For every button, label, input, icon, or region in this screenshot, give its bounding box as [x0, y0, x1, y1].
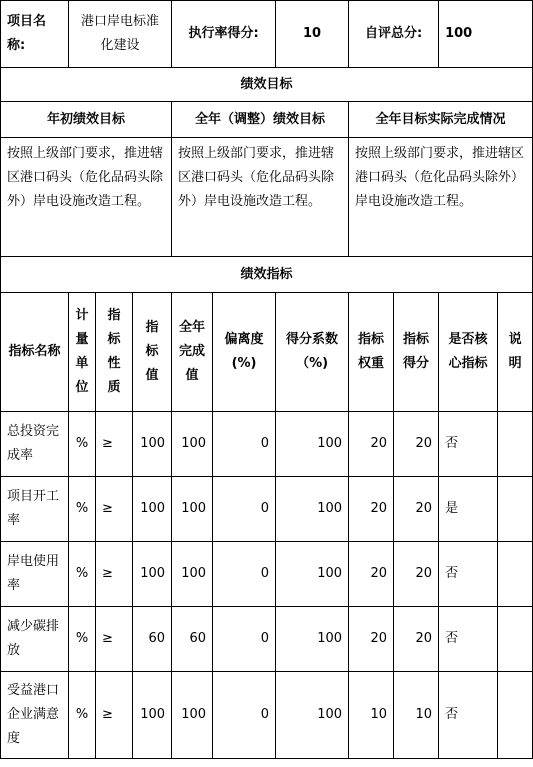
indicator-unit: %: [69, 412, 96, 477]
indicator-nature: ≥: [96, 477, 133, 542]
indicators-section-title: 绩效指标: [1, 257, 533, 293]
goal-actual-header: 全年目标实际完成情况: [349, 102, 533, 138]
indicator-note: [498, 607, 533, 672]
indicator-weight: 20: [349, 542, 394, 607]
indicator-nature: ≥: [96, 542, 133, 607]
indicator-nature: ≥: [96, 672, 133, 759]
indicator-coef: 100: [276, 412, 349, 477]
indicator-note: [498, 477, 533, 542]
indicators-section-row: [1, 257, 533, 293]
col-header-name: 指标名称: [1, 293, 69, 412]
indicator-core: 否: [439, 412, 498, 477]
indicator-deviation: 0: [213, 672, 276, 759]
col-header-score: 指标得分: [394, 293, 439, 412]
indicator-target: 100: [133, 412, 172, 477]
indicator-annual: 60: [172, 607, 213, 672]
indicator-core: 否: [439, 542, 498, 607]
goal-initial-header: 年初绩效目标: [1, 102, 172, 138]
execution-rate-label: 执行率得分:: [172, 1, 276, 68]
indicator-annual: 100: [172, 542, 213, 607]
self-score-value: 100: [439, 1, 533, 68]
indicator-coef: 100: [276, 477, 349, 542]
indicator-coef: 100: [276, 607, 349, 672]
indicator-nature: ≥: [96, 412, 133, 477]
indicator-deviation: 0: [213, 412, 276, 477]
indicator-note: [498, 542, 533, 607]
col-header-deviation: 偏离度(%): [213, 293, 276, 412]
indicator-core: 否: [439, 672, 498, 759]
indicator-annual: 100: [172, 672, 213, 759]
indicator-name: 减少碳排放: [1, 607, 69, 672]
indicator-score: 20: [394, 607, 439, 672]
indicator-unit: %: [69, 542, 96, 607]
indicator-score: 20: [394, 477, 439, 542]
indicator-nature: ≥: [96, 607, 133, 672]
indicator-score: 10: [394, 672, 439, 759]
table-row: [1, 412, 533, 477]
indicator-unit: %: [69, 607, 96, 672]
indicator-deviation: 0: [213, 542, 276, 607]
table-row: [1, 477, 533, 542]
col-header-weight: 指标权重: [349, 293, 394, 412]
indicator-coef: 100: [276, 542, 349, 607]
indicator-note: [498, 412, 533, 477]
indicator-unit: %: [69, 477, 96, 542]
col-header-unit: 计量单位: [69, 293, 96, 412]
indicator-weight: 20: [349, 412, 394, 477]
project-name-label: 项目名称:: [1, 1, 69, 68]
col-header-nature: 指标性质: [96, 293, 133, 412]
indicator-weight: 20: [349, 607, 394, 672]
indicator-coef: 100: [276, 672, 349, 759]
goal-initial-text: 按照上级部门要求，推进辖区港口码头（危化品码头除外）岸电设施改造工程。: [1, 138, 172, 257]
col-header-core: 是否核心指标: [439, 293, 498, 412]
indicator-target: 100: [133, 477, 172, 542]
goal-actual-text: 按照上级部门要求，推进辖区港口码头（危化品码头除外）岸电设施改造工程。: [349, 138, 533, 257]
execution-rate-value: 10: [276, 1, 349, 68]
indicator-target: 60: [133, 607, 172, 672]
indicator-weight: 20: [349, 477, 394, 542]
col-header-note: 说明: [498, 293, 533, 412]
indicator-name: 项目开工率: [1, 477, 69, 542]
indicator-name: 岸电使用率: [1, 542, 69, 607]
table-row: [1, 542, 533, 607]
goal-adjusted-header: 全年（调整）绩效目标: [172, 102, 349, 138]
col-header-coef: 得分系数（%): [276, 293, 349, 412]
goal-adjusted-text: 按照上级部门要求，推进辖区港口码头（危化品码头除外）岸电设施改造工程。: [172, 138, 349, 257]
indicator-core: 是: [439, 477, 498, 542]
goals-text-row: [1, 138, 533, 257]
indicator-target: 100: [133, 672, 172, 759]
indicator-score: 20: [394, 412, 439, 477]
project-name-value: 港口岸电标准化建设: [69, 1, 172, 68]
indicator-name: 受益港口企业满意度: [1, 672, 69, 759]
goals-section-row: [1, 68, 533, 102]
indicator-target: 100: [133, 542, 172, 607]
col-header-annual: 全年完成值: [172, 293, 213, 412]
indicators-header-row: [1, 293, 533, 412]
indicator-note: [498, 672, 533, 759]
indicator-core: 否: [439, 607, 498, 672]
goals-header-row: [1, 102, 533, 138]
self-score-label: 自评总分:: [349, 1, 439, 68]
table-row: [1, 607, 533, 672]
indicator-unit: %: [69, 672, 96, 759]
indicator-deviation: 0: [213, 477, 276, 542]
indicator-score: 20: [394, 542, 439, 607]
indicator-deviation: 0: [213, 607, 276, 672]
indicator-annual: 100: [172, 412, 213, 477]
indicator-weight: 10: [349, 672, 394, 759]
indicator-name: 总投资完成率: [1, 412, 69, 477]
goals-section-title: 绩效目标: [1, 68, 533, 102]
col-header-target: 指标值: [133, 293, 172, 412]
table-row: [1, 672, 533, 759]
header-row: [1, 1, 533, 68]
indicator-annual: 100: [172, 477, 213, 542]
